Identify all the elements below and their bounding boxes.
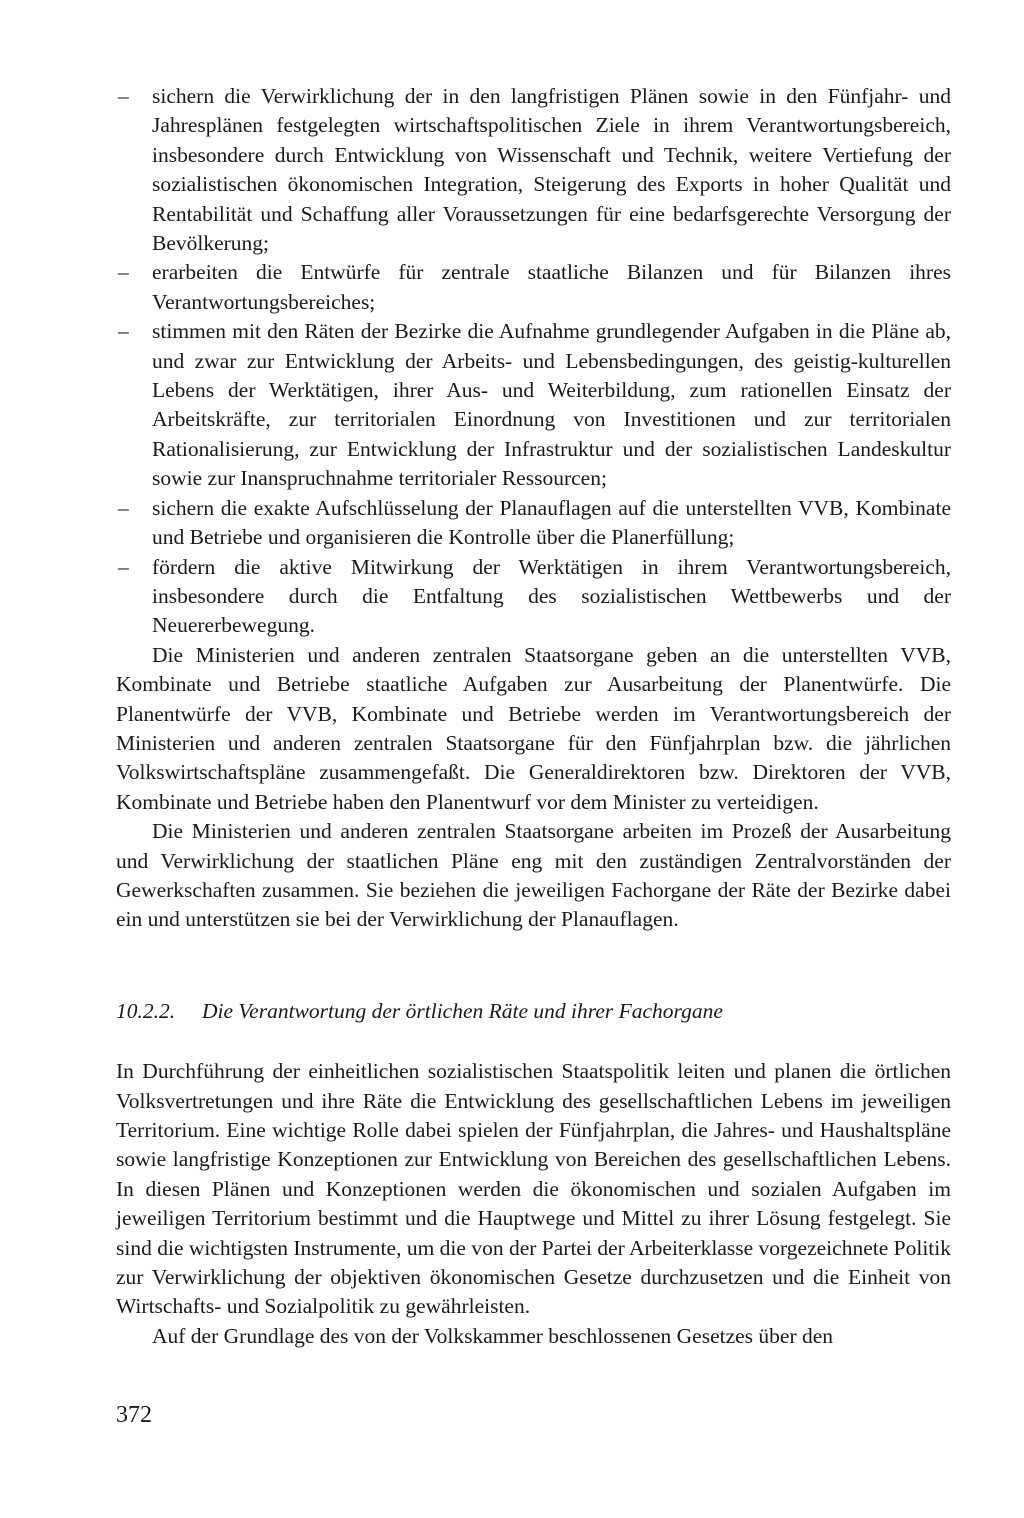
page-body xyxy=(116,82,951,1351)
page-number: 372 xyxy=(116,1402,152,1428)
body-paragraph: Die Ministerien und anderen zentralen Staatsorgane arbeiten im Prozeß der Ausarbeitung und Verwirklichung der staatlichen Pläne eng mit den zuständigen Zentralvorständen der Gewerkschaften zusammen. Sie beziehen die jeweiligen Fachorgane der Räte der Bezirke dabei ein und unterstützen sie bei der Verwirklichung der Planauflagen. xyxy=(116,819,951,932)
list-item-text: stimmen mit den Räten der Bezirke die Aufnahme grundlegender Aufgaben in die Pläne ab, und zwar zur Entwicklung der Arbeits- und Lebensbedingungen, des geistig-kulturellen Lebens der Werktätigen, ihrer Aus- und Weiterbildung, zum rationellen Einsatz der Arbeitskräfte, zur territorialen Einordnung von Investitionen und zur territorialen Rationalisierung, zur Entwicklung der Infrastruktur und der sozialistischen Landeskultur sowie zur Inanspruchnahme territorialer Ressourcen; xyxy=(152,319,951,491)
section-paragraph: In Durchführung der einheitlichen sozialistischen Staatspolitik leiten und planen die örtlichen Volksvertretungen und ihre Räte die Entwicklung des gesellschaftlichen Lebens im jeweiligen Territorium. Eine wichtige Rolle dabei spielen der Fünfjahrplan, die Jahres- und Haushaltspläne sowie langfristige Konzeptionen zur Entwicklung von Bereichen des gesellschaftlichen Lebens. In diesen Plänen und Konzeptionen werden die ökonomischen und sozialen Aufgaben im jeweiligen Territorium bestimmt und die Hauptwege und Mittel zu ihrer Lösung festgelegt. Sie sind die wichtigsten Instrumente, um die von der Partei der Arbeiterklasse vorgezeichnete Politik zur Verwirklichung der objektiven ökonomischen Gesetze durchzusetzen und die Einheit von Wirtschafts- und Sozialpolitik zu gewährleisten. xyxy=(116,1059,951,1319)
list-item-text: sichern die Verwirklichung der in den langfristigen Plänen sowie in den Fünfjahr- und Jahresplänen festgelegten wirtschaftspolitischen Ziele in ihrem Verantwortungsbereich, insbesondere durch Entwicklung von Wissenschaft und Technik, weitere Vertiefung der sozialistischen ökonomischen Integration, Steigerung des Exports in hoher Qualität und Rentabilität und Schaffung aller Voraussetzungen für eine bedarfsgerechte Versorgung der Bevölkerung; xyxy=(152,84,951,256)
section-title: Die Verantwortung der örtlichen Räte und ihrer Fachorgane xyxy=(202,998,723,1023)
list-item-text: sichern die exakte Aufschlüsselung der Planauflagen auf die unterstellten VVB, Kombinate und Betriebe und organisieren die Kontrolle über die Planerfüllung; xyxy=(152,495,951,550)
dash-marker: – xyxy=(118,260,129,285)
dash-marker: – xyxy=(118,495,129,520)
section-number: 10.2.2. xyxy=(116,998,176,1023)
dash-marker: – xyxy=(118,554,129,579)
dash-marker: – xyxy=(118,319,129,344)
list-item xyxy=(116,553,951,641)
list-item xyxy=(116,317,951,493)
section-paragraph: Auf der Grundlage des von der Volkskammer beschlossenen Gesetzes über den xyxy=(152,1323,834,1348)
list-item xyxy=(116,494,951,553)
list-item xyxy=(116,258,951,317)
section-heading xyxy=(116,997,951,1026)
list-item-text: fördern die aktive Mitwirkung der Werktätigen in ihrem Verantwortungsbereich, insbesondere durch die Entfaltung des sozialistischen Wettbewerbs und der Neuererbewegung. xyxy=(152,554,951,638)
dash-marker: – xyxy=(118,84,129,108)
list-item xyxy=(116,82,951,258)
responsibility-list xyxy=(116,82,951,641)
list-item-text: erarbeiten die Entwürfe für zentrale staatliche Bilanzen und für Bilanzen ihres Verantwortungsbereiches; xyxy=(152,260,951,314)
body-paragraph: Die Ministerien und anderen zentralen Staatsorgane geben an die unterstellten VVB, Kombinate und Betriebe staatliche Aufgaben zur Ausarbeitung der Planentwürfe. Die Planentwürfe der VVB, Kombinate und Betriebe werden im Verantwortungsbereich der Ministerien und anderen zentralen Staatsorgane für den Fünfjahrplan bzw. die jährlichen Volkswirtschaftspläne zusammengefaßt. Die Generaldirektoren bzw. Direktoren der VVB, Kombinate und Betriebe haben den Planentwurf vor dem Minister zu verteidigen. xyxy=(116,642,951,814)
